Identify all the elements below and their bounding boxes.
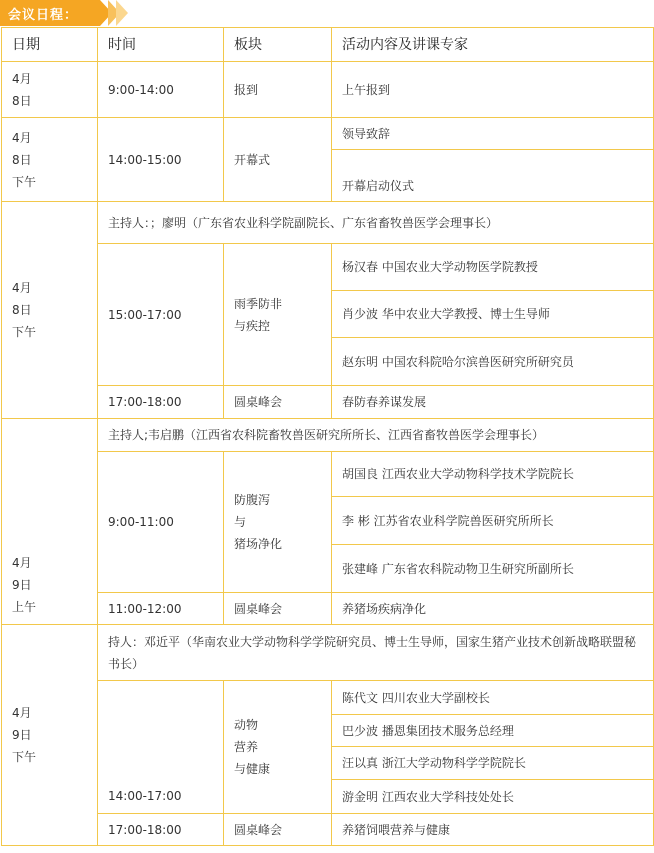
section-cell: 圆桌峰会 (224, 386, 332, 419)
host-cell: 持人：邓近平（华南农业大学动物科学学院研究员、博士生导师，国家生猪产业技术创新战略联盟秘书长） (98, 625, 654, 681)
section-cell: 雨季防非 与疾控 (224, 244, 332, 386)
content-cell: 陈代文 四川农业大学副校长 (332, 681, 654, 715)
section-cell: 动物 营养 与健康 (224, 681, 332, 814)
time-cell: 14:00-15:00 (98, 118, 224, 202)
table-row (2, 118, 654, 150)
content-cell: 汪以真 浙江大学动物科学学院院长 (332, 747, 654, 780)
table-row (2, 593, 654, 625)
date-cell: 4月 9日 下午 (2, 625, 98, 846)
content-cell: 肖少波 华中农业大学教授、博士生导师 (332, 291, 654, 338)
time-cell: 9:00-11:00 (98, 452, 224, 593)
chevron-arrow-icon (116, 0, 128, 26)
content-cell: 开幕启动仪式 (332, 150, 654, 202)
time-cell: 15:00-17:00 (98, 244, 224, 386)
section-cell: 圆桌峰会 (224, 814, 332, 846)
table-row (2, 62, 654, 118)
table-row (2, 452, 654, 497)
header-section: 板块 (224, 28, 332, 62)
time-cell: 17:00-18:00 (98, 814, 224, 846)
table-row (2, 386, 654, 419)
table-row (2, 681, 654, 715)
header-date: 日期 (2, 28, 98, 62)
section-title: 会议日程： (8, 8, 79, 23)
content-cell: 养猪饲喂营养与健康 (332, 814, 654, 846)
date-cell: 4月 8日 下午 (2, 202, 98, 419)
table-row (2, 244, 654, 291)
table-row (2, 814, 654, 846)
table-row (2, 202, 654, 244)
section-title-banner (0, 0, 132, 26)
host-cell: 主持人;韦启鹏（江西省农科院畜牧兽医研究所所长、江西省畜牧兽医学会理事长） (98, 419, 654, 452)
table-row (2, 419, 654, 452)
time-cell: 14:00-17:00 (98, 681, 224, 814)
date-cell: 4月 8日 下午 (2, 118, 98, 202)
content-cell: 巴少波 播恩集团技术服务总经理 (332, 715, 654, 747)
date-cell: 4月 8日 (2, 62, 98, 118)
section-cell: 报到 (224, 62, 332, 118)
content-cell: 赵东明 中国农科院哈尔滨兽医研究所研究员 (332, 338, 654, 386)
content-cell: 李 彬 江苏省农业科学院兽医研究所所长 (332, 497, 654, 545)
content-cell: 养猪场疾病净化 (332, 593, 654, 625)
content-cell: 领导致辞 (332, 118, 654, 150)
section-cell: 开幕式 (224, 118, 332, 202)
content-cell: 杨汉春 中国农业大学动物医学院教授 (332, 244, 654, 291)
section-cell: 圆桌峰会 (224, 593, 332, 625)
table-row (2, 625, 654, 681)
content-cell: 上午报到 (332, 62, 654, 118)
section-cell: 防腹泻 与 猪场净化 (224, 452, 332, 593)
header-time: 时间 (98, 28, 224, 62)
content-cell: 张建峰 广东省农科院动物卫生研究所副所长 (332, 545, 654, 593)
content-cell: 胡国良 江西农业大学动物科学技术学院院长 (332, 452, 654, 497)
time-cell: 17:00-18:00 (98, 386, 224, 419)
content-cell: 春防春养谋发展 (332, 386, 654, 419)
time-cell: 9:00-14:00 (98, 62, 224, 118)
time-cell: 11:00-12:00 (98, 593, 224, 625)
header-content: 活动内容及讲课专家 (332, 28, 654, 62)
content-cell: 游金明 江西农业大学科技处处长 (332, 780, 654, 814)
date-cell: 4月 9日 上午 (2, 419, 98, 625)
host-cell: 主持人：；廖明（广东省农业科学院副院长、广东省畜牧兽医学会理事长） (98, 202, 654, 244)
agenda-table (1, 27, 654, 846)
table-header-row (2, 28, 654, 62)
